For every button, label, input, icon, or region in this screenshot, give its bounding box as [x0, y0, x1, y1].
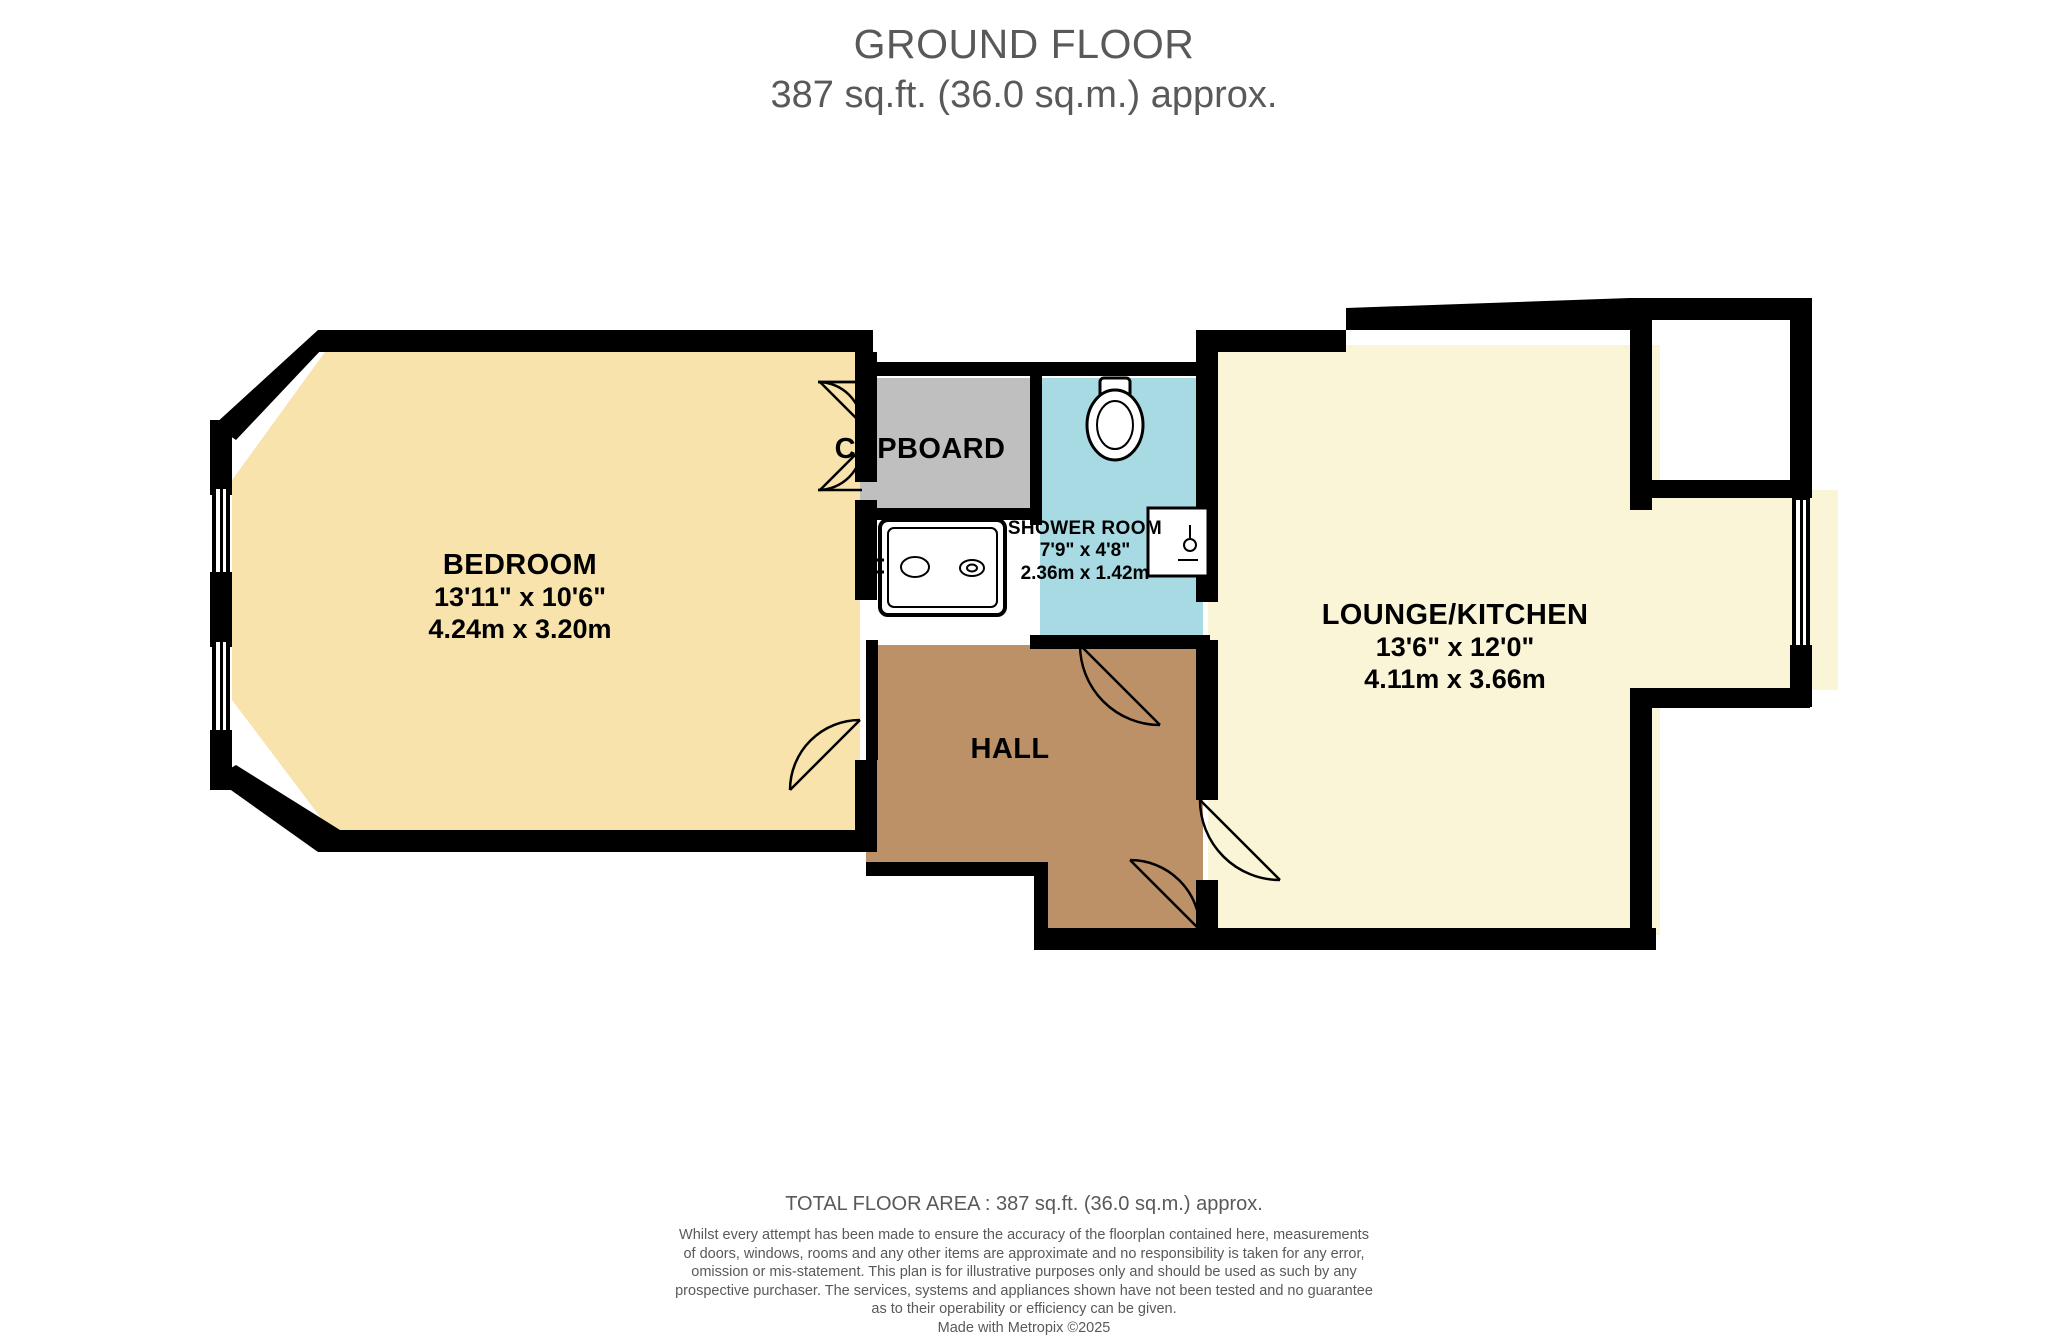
disclaimer-text — [664, 1226, 1384, 1337]
floorplan-footer — [0, 1190, 2048, 1337]
page-title: GROUND FLOOR — [0, 18, 2048, 70]
disclaimer-line-1: Whilst every attempt has been made to ensure the accuracy of the floorplan contained here, measurements — [664, 1226, 1384, 1245]
shower-fixture — [1148, 508, 1208, 576]
room-dim-imperial-lounge-kitchen: 13'6" x 12'0" — [1255, 632, 1655, 664]
disclaimer-line-3: omission or mis-statement. This plan is for illustrative purposes only and should be used as such by any — [664, 1263, 1384, 1282]
room-cupboard — [860, 378, 1035, 518]
room-dim-imperial-bedroom: 13'11" x 10'6" — [330, 582, 710, 614]
disclaimer-line-4: prospective purchaser. The services, systems and appliances shown have not been tested and no guarantee — [664, 1282, 1384, 1301]
page-subtitle: 387 sq.ft. (36.0 sq.m.) approx. — [0, 70, 2048, 120]
room-name-bedroom: BEDROOM — [330, 548, 710, 582]
room-dim-metric-lounge-kitchen: 4.11m x 3.66m — [1255, 664, 1655, 696]
room-dim-imperial-shower-room: 7'9" x 4'8" — [960, 540, 1210, 562]
room-dim-metric-bedroom: 4.24m x 3.20m — [330, 614, 710, 646]
made-with-credit: Made with Metropix ©2025 — [664, 1319, 1384, 1337]
bath-fixture — [872, 520, 1005, 615]
total-floor-area: TOTAL FLOOR AREA : 387 sq.ft. (36.0 sq.m.) approx. — [0, 1190, 2048, 1218]
disclaimer-line-5: as to their operability or efficiency can be given. — [664, 1300, 1384, 1319]
room-lounge-kitchen — [1208, 345, 1838, 935]
room-dim-metric-shower-room: 2.36m x 1.42m — [960, 563, 1210, 585]
room-name-lounge-kitchen: LOUNGE/KITCHEN — [1255, 598, 1655, 632]
room-name-cupboard: CUPBOARD — [790, 432, 1050, 466]
room-bedroom — [232, 345, 860, 830]
disclaimer-line-2: of doors, windows, rooms and any other items are approximate and no responsibility is taken for any error, — [664, 1245, 1384, 1264]
room-name-shower-room: SHOWER ROOM — [960, 518, 1210, 540]
room-name-hall: HALL — [900, 732, 1120, 766]
